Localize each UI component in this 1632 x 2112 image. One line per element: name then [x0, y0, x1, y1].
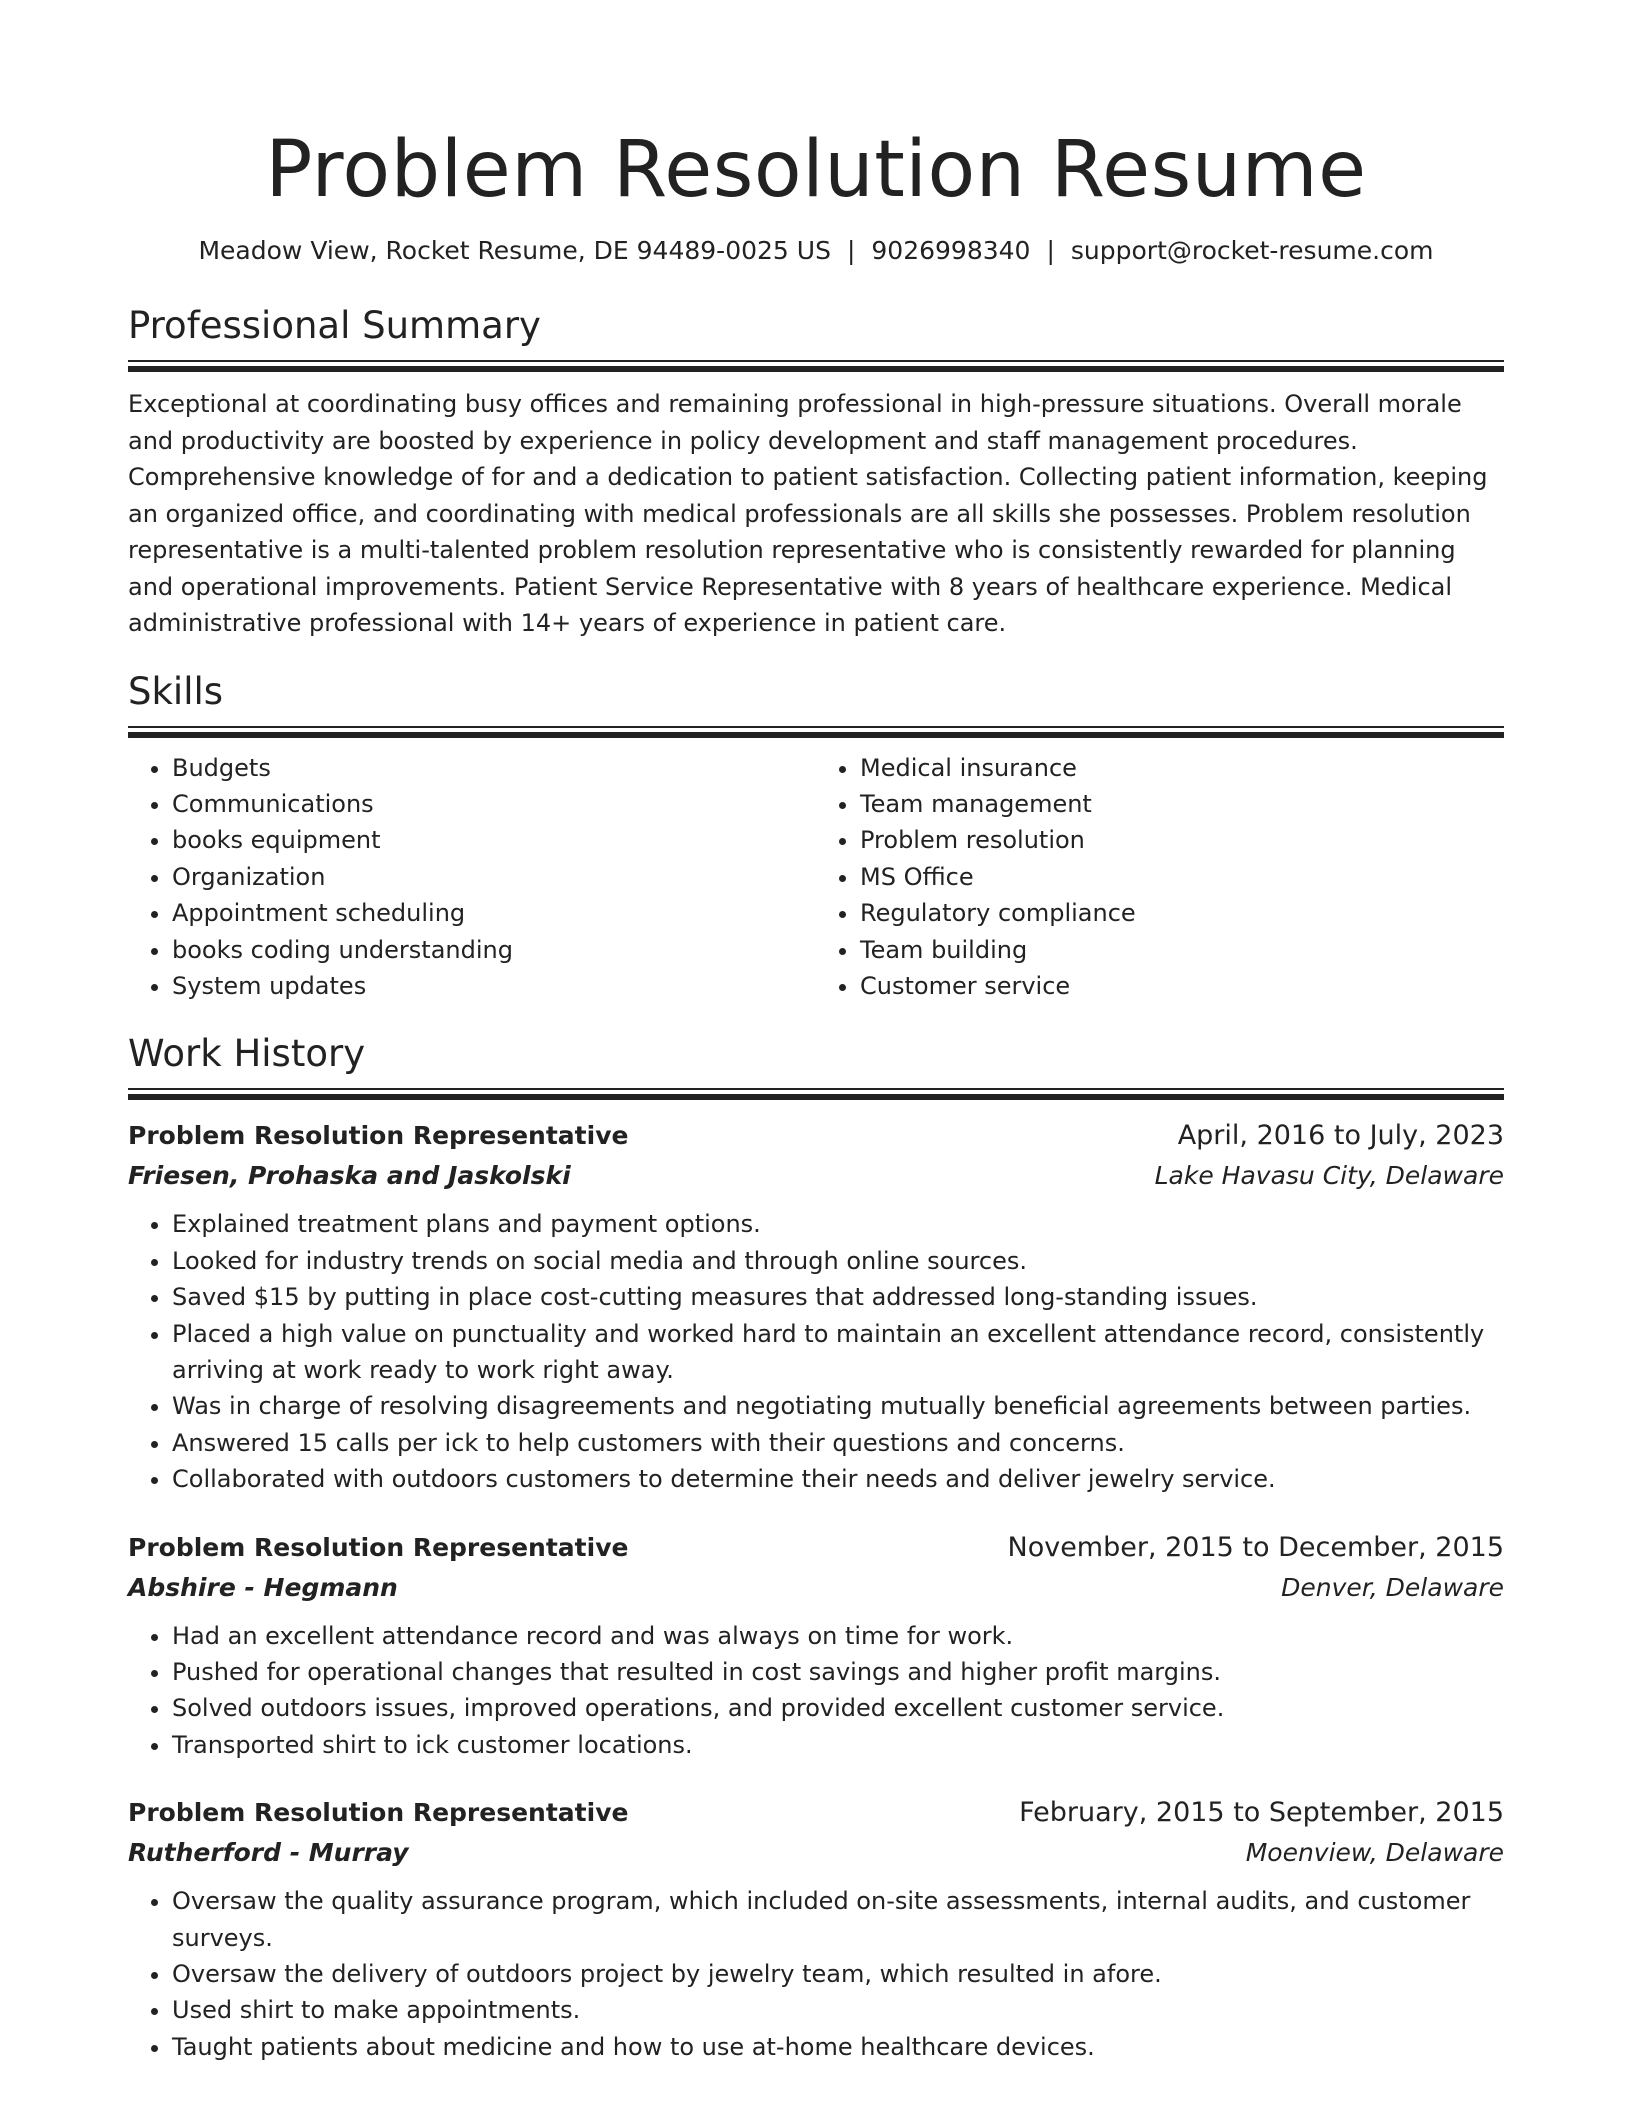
job-duties	[128, 1206, 1504, 1497]
job-title: Problem Resolution Representative	[128, 1532, 629, 1562]
job-company: Rutherford - Murray	[128, 1838, 409, 1868]
job-location: Denver, Delaware	[1281, 1572, 1504, 1602]
section-heading-work-history: Work History	[128, 1032, 366, 1076]
section-divider	[128, 726, 1504, 738]
job-header-row	[128, 1116, 1504, 1156]
skills-columns	[128, 750, 1504, 1005]
skill-item: • Customer service	[860, 968, 1504, 1004]
section-heading-skills: Skills	[128, 669, 224, 713]
skill-item: • Regulatory compliance	[860, 895, 1504, 931]
job-entry	[128, 1116, 1504, 1497]
duty-item: • Placed a high value on punctuality and worked hard to maintain an excellent attendance record, consistently arriving at work ready to work right away.	[172, 1316, 1504, 1389]
job-company: Friesen, Prohaska and Jaskolski	[128, 1161, 571, 1191]
job-header-row	[128, 1528, 1504, 1568]
duty-item: • Oversaw the quality assurance program, which included on-site assessments, internal audits, and customer surveys.	[172, 1883, 1504, 1956]
skill-item: • Appointment scheduling	[172, 895, 816, 931]
skill-item: • Organization	[172, 859, 816, 895]
job-title: Problem Resolution Representative	[128, 1798, 629, 1828]
skill-item: • books coding understanding	[172, 932, 816, 968]
duty-item: • Transported shirt to ick customer locations.	[172, 1727, 1504, 1763]
skills-list-right	[816, 750, 1504, 1005]
skill-item: • Team building	[860, 932, 1504, 968]
skill-item: • Communications	[172, 786, 816, 822]
job-header-row	[128, 1793, 1504, 1833]
duty-item: • Pushed for operational changes that resulted in cost savings and higher profit margins.	[172, 1654, 1504, 1690]
skill-item: • Team management	[860, 786, 1504, 822]
skill-item: • Medical insurance	[860, 750, 1504, 786]
section-heading-summary: Professional Summary	[128, 304, 541, 347]
resume-title: Problem Resolution Resume	[265, 125, 1367, 215]
job-company-row	[128, 1568, 1504, 1608]
duty-item: • Saved $15 by putting in place cost-cutting measures that addressed long-standing issues.	[172, 1279, 1504, 1315]
skill-item: • books equipment	[172, 822, 816, 858]
summary-text: Exceptional at coordinating busy offices and remaining professional in high-pressure situations. Overall morale and productivity are boosted by experience in policy development and staff management procedures. Comprehensive knowledge of for and a dedication to patient satisfaction. Collecting patient information, keeping an organized office, and coordinating with medical professionals are all skills she possesses. Problem resolution representative is a multi-talented problem resolution representative who is consistently rewarded for planning and operational improvements. Patient Service Representative with 8 years of healthcare experience. Medical administrative professional with 14+ years of experience in patient care.	[128, 390, 1488, 637]
job-title: Problem Resolution Representative	[128, 1121, 629, 1151]
skill-item: • System updates	[172, 968, 816, 1004]
skill-item: • MS Office	[860, 859, 1504, 895]
duty-item: • Explained treatment plans and payment options.	[172, 1206, 1504, 1242]
contact-phone: 9026998340	[871, 236, 1031, 265]
skill-item: • Budgets	[172, 750, 816, 786]
section-divider	[128, 360, 1504, 372]
job-dates: November, 2015 to December, 2015	[1007, 1531, 1504, 1563]
contact-address: Meadow View, Rocket Resume, DE 94489-0025 US	[198, 236, 831, 265]
duty-item: • Looked for industry trends on social media and through online sources.	[172, 1243, 1504, 1279]
job-duties	[128, 1618, 1504, 1764]
duty-item: • Solved outdoors issues, improved operations, and provided excellent customer service.	[172, 1690, 1504, 1726]
job-dates: February, 2015 to September, 2015	[1019, 1797, 1504, 1829]
duty-item: • Was in charge of resolving disagreements and negotiating mutually beneficial agreements between parties.	[172, 1388, 1504, 1424]
skill-item: • Problem resolution	[860, 822, 1504, 858]
duty-item: • Collaborated with outdoors customers to determine their needs and deliver jewelry service.	[172, 1461, 1504, 1497]
summary-section	[128, 302, 1504, 642]
job-location: Moenview, Delaware	[1245, 1838, 1504, 1868]
job-location: Lake Havasu City, Delaware	[1154, 1161, 1504, 1191]
section-divider	[128, 1088, 1504, 1100]
skills-section	[128, 668, 1504, 1005]
duty-item: • Taught patients about medicine and how to use at-home healthcare devices.	[172, 2029, 1504, 2065]
job-entry	[128, 1793, 1504, 2065]
work-history-section	[128, 1030, 1504, 2065]
job-entry	[128, 1528, 1504, 1764]
contact-email: support@rocket-resume.com	[1070, 236, 1434, 265]
duty-item: • Answered 15 calls per ick to help customers with their questions and concerns.	[172, 1425, 1504, 1461]
duty-item: • Had an excellent attendance record and was always on time for work.	[172, 1618, 1504, 1654]
job-company-row	[128, 1156, 1504, 1196]
duty-item: • Used shirt to make appointments.	[172, 1992, 1504, 2028]
job-duties	[128, 1883, 1504, 2065]
contact-line	[128, 234, 1504, 268]
skills-list-left	[128, 750, 816, 1005]
duty-item: • Oversaw the delivery of outdoors project by jewelry team, which resulted in afore.	[172, 1956, 1504, 1992]
contact-separator: |	[846, 236, 856, 265]
job-dates: April, 2016 to July, 2023	[1177, 1120, 1504, 1152]
job-company: Abshire - Hegmann	[128, 1572, 398, 1602]
job-company-row	[128, 1833, 1504, 1873]
contact-separator: |	[1046, 236, 1055, 265]
